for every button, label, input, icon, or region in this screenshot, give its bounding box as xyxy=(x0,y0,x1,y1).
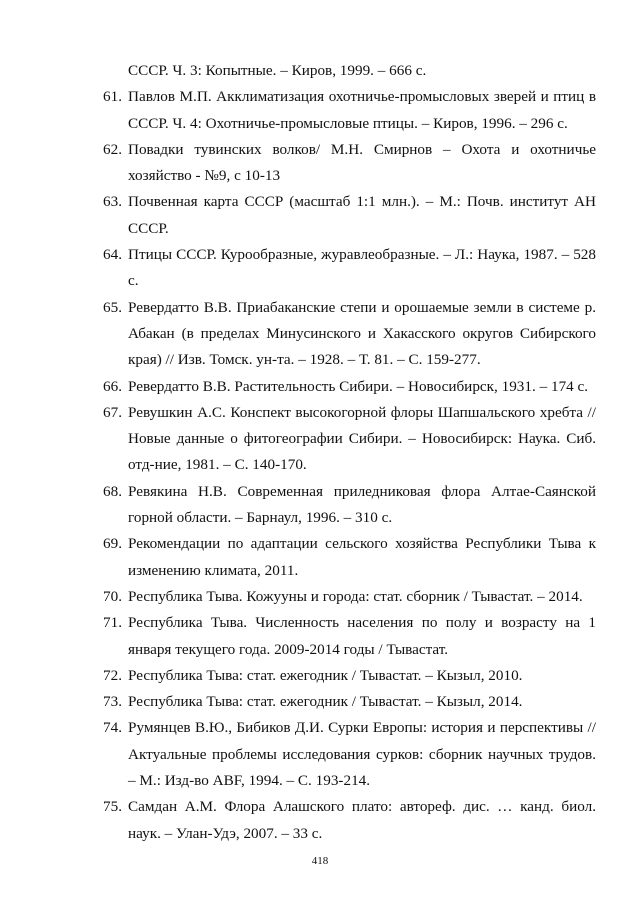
reference-number: 66. xyxy=(103,377,122,395)
reference-number: 69. xyxy=(103,535,122,553)
reference-entries xyxy=(103,84,596,847)
reference-entry xyxy=(103,137,596,190)
reference-number: 62. xyxy=(103,140,122,158)
reference-text: Рекомендации по адаптации сельского хозяйства Республики Тыва к изменению климата, 2011. xyxy=(128,535,596,579)
reference-text: Республика Тыва. Численность населения по полу и возрасту на 1 января текущего года. 2009-2014 годы / Тывастат. xyxy=(128,614,596,658)
reference-number: 75. xyxy=(103,798,122,816)
page-number: 418 xyxy=(311,855,329,867)
reference-entry xyxy=(103,663,596,689)
reference-entry xyxy=(103,584,596,610)
reference-text: Почвенная карта СССР (масштаб 1:1 млн.). – М.: Почв. институт АН СССР. xyxy=(128,193,596,237)
reference-number: 67. xyxy=(103,403,122,421)
reference-entry xyxy=(103,242,596,295)
reference-number: 63. xyxy=(103,193,122,211)
reference-number: 73. xyxy=(103,693,122,711)
reference-entry xyxy=(103,531,596,584)
reference-text: Повадки тувинских волков/ М.Н. Смирнов – Охота и охотничье хозяйство - №9, с 10-13 xyxy=(128,140,596,185)
reference-entry xyxy=(103,715,596,794)
reference-number: 74. xyxy=(103,719,122,737)
reference-list xyxy=(103,58,596,847)
reference-continuation: СССР. Ч. 3: Копытные. – Киров, 1999. – 666 с. xyxy=(128,62,427,79)
reference-entry xyxy=(103,610,596,663)
reference-text: Самдан А.М. Флора Алашского плато: автореф. дис. … канд. биол. наук. – Улан-Удэ, 2007. – 33 с. xyxy=(128,798,596,842)
reference-text: Ревякина Н.В. Современная приледниковая флора Алтае-Саянской горной области. – Барнаул, 1996. – 310 с. xyxy=(128,482,596,527)
reference-number: 64. xyxy=(103,246,122,264)
reference-number: 68. xyxy=(103,482,122,500)
reference-text: Республика Тыва: стат. ежегодник / Тывастат. – Кызыл, 2014. xyxy=(128,693,523,711)
reference-number: 61. xyxy=(103,88,122,106)
reference-number: 70. xyxy=(103,587,122,605)
reference-text: Республика Тыва: стат. ежегодник / Тывастат. – Кызыл, 2010. xyxy=(128,666,523,684)
reference-entry xyxy=(103,295,596,374)
reference-text: Птицы СССР. Курообразные, журавлеобразные. – Л.: Наука, 1987. – 528 с. xyxy=(128,246,596,290)
reference-text: Румянцев В.Ю., Бибиков Д.И. Сурки Европы: история и перспективы // Актуальные проблемы исследования сурков: сборник научных трудов. – М.: Изд-во ABF, 1994. – С. 193-214. xyxy=(128,719,596,790)
reference-entry xyxy=(103,479,596,532)
reference-text: Ревердатто В.В. Приабаканские степи и орошаемые земли в системе р. Абакан (в пределах Минусинского и Хакасского округов Сибирского края) // Изв. Томск. ун-та. – 1928. – Т. 81. – С. 159-277. xyxy=(128,298,596,369)
reference-text: Республика Тыва. Кожууны и города: стат. сборник / Тывастат. – 2014. xyxy=(128,587,583,605)
reference-number: 65. xyxy=(103,298,122,316)
reference-number: 72. xyxy=(103,666,122,684)
reference-entry xyxy=(103,794,596,847)
reference-entry xyxy=(103,400,596,479)
reference-text: Ревердатто В.В. Растительность Сибири. – Новосибирск, 1931. – 174 с. xyxy=(128,377,589,395)
reference-text: Ревушкин А.С. Конспект высокогорной флоры Шапшальского хребта // Новые данные о фитогеографии Сибири. – Новосибирск: Наука. Сиб. отд-ние, 1981. – С. 140-170. xyxy=(128,403,596,474)
reference-entry xyxy=(103,374,596,400)
reference-entry xyxy=(103,189,596,242)
reference-entry xyxy=(103,84,596,137)
reference-text: Павлов М.П. Акклиматизация охотничье-промысловых зверей и птиц в СССР. Ч. 4: Охотничье-промысловые птицы. – Киров, 1996. – 296 с. xyxy=(128,88,596,132)
reference-entry xyxy=(103,689,596,715)
reference-number: 71. xyxy=(103,614,122,632)
